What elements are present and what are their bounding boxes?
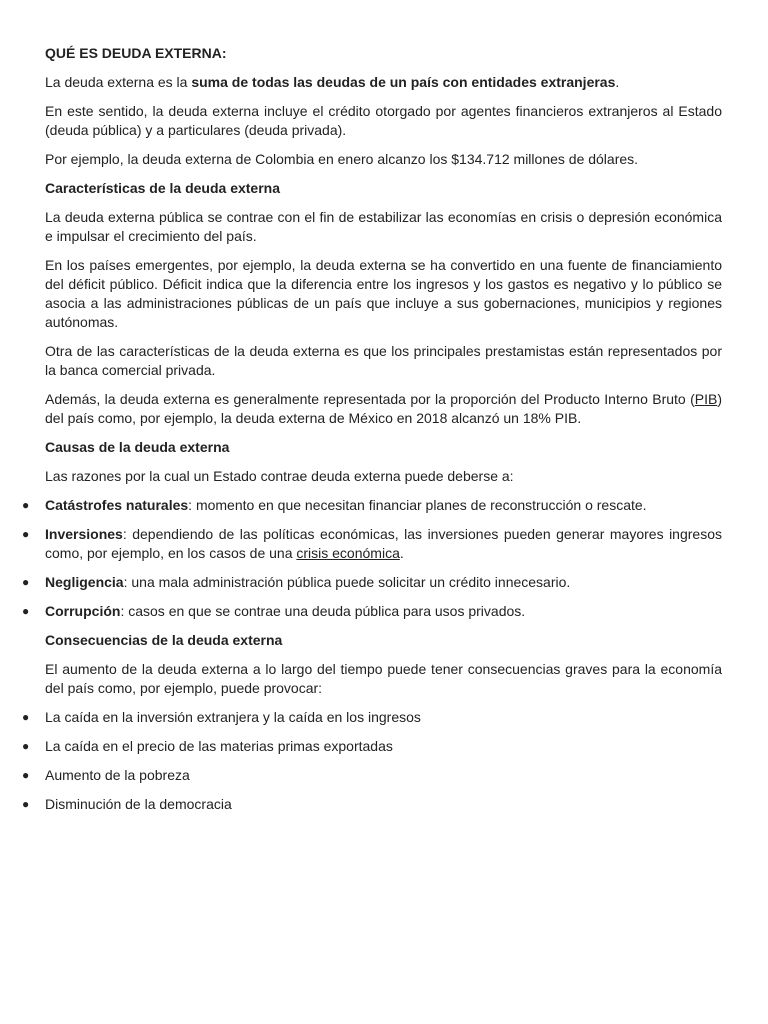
- bullet-icon: ●: [22, 575, 30, 589]
- bullet-icon: ●: [22, 498, 30, 512]
- pib-text-before: Además, la deuda externa es generalmente representada por la proporción del Producto Interno Bruto (: [45, 391, 695, 407]
- list-item: [22, 708, 722, 727]
- bullet-icon: ●: [22, 768, 30, 782]
- list-item: [22, 766, 722, 785]
- intro-period: .: [615, 74, 620, 90]
- intro-paragraph-2: En este sentido, la deuda externa incluye el crédito otorgado por agentes financieros extranjeros al Estado (deuda pública) y a particulares (deuda privada).: [45, 103, 722, 138]
- list-item: [22, 795, 722, 814]
- list-item-term: Catástrofes naturales: [45, 497, 189, 513]
- consecuencias-list: [22, 708, 722, 814]
- list-item-text: Disminución de la democracia: [45, 796, 232, 812]
- bullet-icon: ●: [22, 604, 30, 618]
- list-item: [22, 573, 722, 592]
- list-item-term: Negligencia: [45, 574, 124, 590]
- list-item-term: Corrupción: [45, 603, 121, 619]
- intro-bold-definition: suma de todas las deudas de un país con entidades extranjeras: [191, 74, 616, 90]
- list-item: [22, 525, 722, 563]
- list-item: [22, 602, 722, 621]
- intro-paragraph-3: Por ejemplo, la deuda externa de Colombia en enero alcanzo los $134.712 millones de dólares.: [45, 151, 639, 167]
- list-item-term: Inversiones: [45, 526, 123, 542]
- causas-intro: Las razones por la cual un Estado contrae deuda externa puede deberse a:: [45, 468, 514, 484]
- bullet-icon: ●: [22, 739, 30, 753]
- document-title: QUÉ ES DEUDA EXTERNA:: [45, 45, 227, 61]
- list-item-text: : momento en que necesitan financiar planes de reconstrucción o rescate.: [188, 497, 647, 513]
- crisis-economica-link[interactable]: crisis económica: [296, 545, 400, 561]
- section-heading-causas: Causas de la deuda externa: [45, 439, 230, 455]
- caracteristicas-paragraph-2: En los países emergentes, por ejemplo, la deuda externa se ha convertido en una fuente de financiamiento del déficit público. Déficit indica que la diferencia entre los ingresos y los gastos es negativo y lo público se asocia a las administraciones públicas de un país que incluye a sus gobernaciones, municipios y regiones autónomas.: [45, 257, 722, 330]
- caracteristicas-paragraph-1: La deuda externa pública se contrae con el fin de estabilizar las economías en crisis o depresión económica e impulsar el crecimiento del país.: [45, 209, 722, 244]
- list-item-text: : casos en que se contrae una deuda pública para usos privados.: [120, 603, 526, 619]
- list-item-text: : dependiendo de las políticas económicas, las inversiones pueden generar mayores ingresos como, por ejemplo, en los casos de una: [45, 526, 722, 561]
- list-item-text: Aumento de la pobreza: [45, 767, 190, 783]
- caracteristicas-paragraph-3: Otra de las características de la deuda externa es que los principales prestamistas están representados por la banca comercial privada.: [45, 343, 722, 378]
- document-body: [22, 44, 722, 824]
- bullet-icon: ●: [22, 710, 30, 724]
- list-item-text: La caída en la inversión extranjera y la caída en los ingresos: [45, 709, 421, 725]
- bullet-icon: ●: [22, 527, 30, 541]
- list-item: [22, 737, 722, 756]
- bullet-icon: ●: [22, 797, 30, 811]
- intro-text: La deuda externa es la: [45, 74, 192, 90]
- consecuencias-intro: El aumento de la deuda externa a lo largo del tiempo puede tener consecuencias graves para la economía del país como, por ejemplo, puede provocar:: [45, 661, 722, 696]
- caracteristicas-paragraph-4: [45, 390, 722, 428]
- intro-paragraph-1: [45, 73, 722, 92]
- section-heading-consecuencias: Consecuencias de la deuda externa: [45, 632, 283, 648]
- list-item: [22, 496, 722, 515]
- list-item-period: .: [399, 545, 404, 561]
- section-heading-caracteristicas: Características de la deuda externa: [45, 180, 281, 196]
- list-item-text: La caída en el precio de las materias primas exportadas: [45, 738, 393, 754]
- causas-list: [22, 496, 722, 621]
- pib-link[interactable]: PIB: [694, 391, 718, 407]
- list-item-text: : una mala administración pública puede solicitar un crédito innecesario.: [123, 574, 571, 590]
- pib-text-after: ) del país como, por ejemplo, la deuda externa de México en 2018 alcanzó un 18% PIB.: [45, 391, 722, 426]
